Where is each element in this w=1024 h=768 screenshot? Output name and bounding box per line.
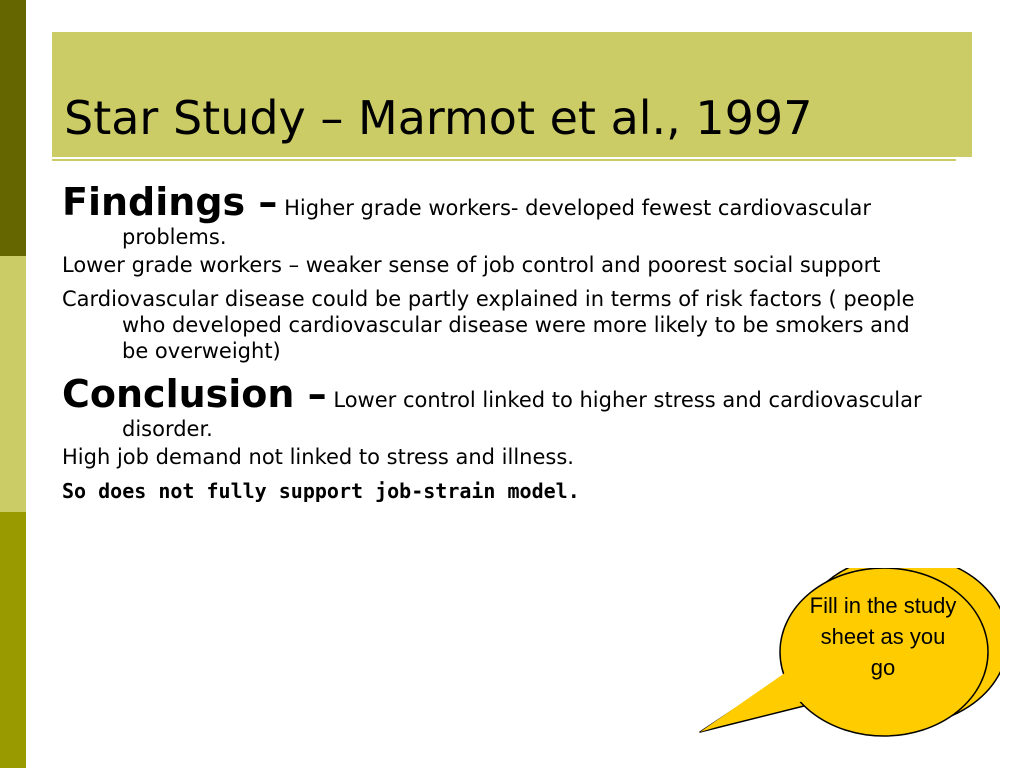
findings-heading: Findings –	[62, 180, 278, 224]
title-banner	[52, 32, 972, 157]
left-accent-bar	[0, 0, 26, 768]
findings-lead: Higher grade workers- developed fewest cardiovascular problems.	[122, 196, 872, 249]
accent-bar-mid-segment	[0, 512, 26, 768]
speech-bubble-callout	[690, 568, 1000, 738]
accent-bar-light-segment	[0, 256, 26, 512]
conclusion-point: High job demand not linked to stress and illness.	[62, 445, 574, 469]
findings-paragraph	[62, 180, 942, 250]
findings-point: Cardiovascular disease could be partly explained in terms of risk factors ( people who developed cardiovascular disease were more likely to be smokers and be overweight)	[62, 287, 915, 363]
findings-point: Lower grade workers – weaker sense of job control and poorest social support	[62, 253, 881, 277]
conclusion-bold-point: So does not fully support job-strain model.	[62, 479, 580, 503]
slide-title: Star Study – Marmot et al., 1997	[64, 91, 813, 145]
conclusion-heading: Conclusion –	[62, 372, 327, 416]
accent-bar-dark-segment	[0, 0, 26, 256]
conclusion-paragraph	[62, 372, 942, 442]
slide-body	[62, 180, 942, 512]
callout-text: Fill in the study sheet as you go	[809, 593, 957, 680]
conclusion-lead: Lower control linked to higher stress and cardiovascular disorder.	[122, 388, 922, 441]
title-underline	[52, 159, 956, 161]
